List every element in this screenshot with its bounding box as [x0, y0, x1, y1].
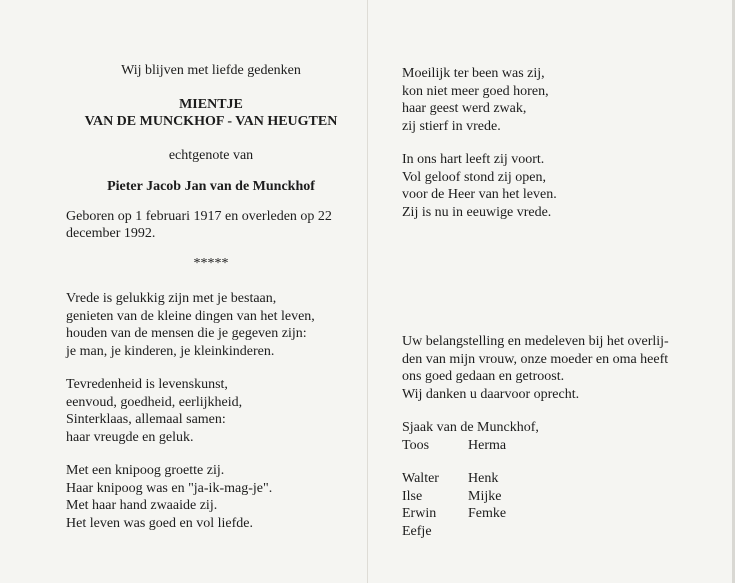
- family-member-name: Herma: [468, 437, 507, 453]
- family-names-first: [402, 437, 722, 455]
- thanks-line: den van mijn vrouw, onze moeder en oma heeft: [402, 351, 669, 367]
- family-member-name: Henk: [468, 471, 499, 486]
- thanks-text: [402, 333, 722, 403]
- deceased-name-surnames: VAN DE MUNCKHOF - VAN HEUGTEN: [84, 114, 338, 129]
- family-member-name: Mijke: [468, 488, 502, 504]
- poem-line: Sinterklaas, allemaal samen:: [66, 412, 226, 427]
- poem-stanza-1: [66, 290, 356, 360]
- poem-line: je man, je kinderen, je kleinkinderen.: [66, 343, 275, 359]
- poem-line: zij stierf in vrede.: [402, 118, 501, 134]
- dates-line: december 1992.: [66, 226, 156, 241]
- poem-line: Met een knipoog groette zij.: [66, 463, 225, 478]
- family-member-name: Femke: [468, 506, 507, 521]
- poem-line: Zij is nu in eeuwige vrede.: [402, 204, 552, 220]
- deceased-name-first: MIENTJE: [179, 96, 243, 112]
- right-panel: [402, 65, 722, 540]
- poem-line: kon niet meer goed horen,: [402, 83, 549, 99]
- signature: Sjaak van de Munckhof,: [402, 420, 539, 435]
- right-poem-stanza-2: [402, 151, 722, 221]
- poem-stanza-2: [66, 376, 356, 446]
- left-panel: [66, 62, 356, 532]
- family-member-name: Eefje: [402, 523, 432, 539]
- separator: *****: [193, 255, 229, 271]
- poem-line: In ons hart leeft zij voort.: [402, 152, 545, 167]
- poem-stanza-3: [66, 462, 356, 532]
- spouse-name: Pieter Jacob Jan van de Munckhof: [107, 179, 315, 194]
- spouse-intro: echtgenote van: [168, 147, 254, 163]
- poem-line: haar geest werd zwak,: [402, 101, 527, 116]
- poem-line: genieten van de kleine dingen van het leven,: [66, 308, 315, 324]
- poem-line: Het leven was goed en vol liefde.: [66, 515, 253, 531]
- right-poem-stanza-1: [402, 65, 722, 135]
- card-fold: [367, 0, 368, 583]
- poem-line: eenvoud, goedheid, eerlijkheid,: [66, 394, 243, 410]
- poem-line: houden van de mensen die je gegeven zijn:: [66, 326, 307, 341]
- family-member-name: Walter: [402, 471, 439, 486]
- thanks-line: ons goed gedaan en getroost.: [402, 369, 565, 384]
- dates-line: Geboren op 1 februari 1917 en overleden op 22: [66, 208, 332, 224]
- poem-line: Moeilijk ter been was zij,: [402, 66, 545, 81]
- poem-line: Vrede is gelukkig zijn met je bestaan,: [66, 291, 277, 306]
- poem-line: Met haar hand zwaaide zij.: [66, 498, 218, 513]
- poem-line: Haar knipoog was en "ja-ik-mag-je".: [66, 480, 273, 496]
- poem-line: Vol geloof stond zij open,: [402, 169, 547, 185]
- dates-text: [66, 208, 356, 243]
- thanks-line: Uw belangstelling en medeleven bij het overlij-: [402, 334, 669, 349]
- family-names: [402, 470, 722, 540]
- family-member-name: [468, 523, 558, 541]
- family-member-name: Toos: [402, 437, 430, 453]
- poem-line: voor de Heer van het leven.: [402, 187, 557, 202]
- intro-text: Wij blijven met liefde gedenken: [121, 63, 301, 78]
- family-member-name: Ilse: [402, 488, 423, 504]
- family-member-name: Erwin: [402, 506, 437, 521]
- poem-line: haar vreugde en geluk.: [66, 429, 194, 445]
- poem-line: Tevredenheid is levenskunst,: [66, 377, 228, 392]
- thanks-line: Wij danken u daarvoor oprecht.: [402, 386, 580, 402]
